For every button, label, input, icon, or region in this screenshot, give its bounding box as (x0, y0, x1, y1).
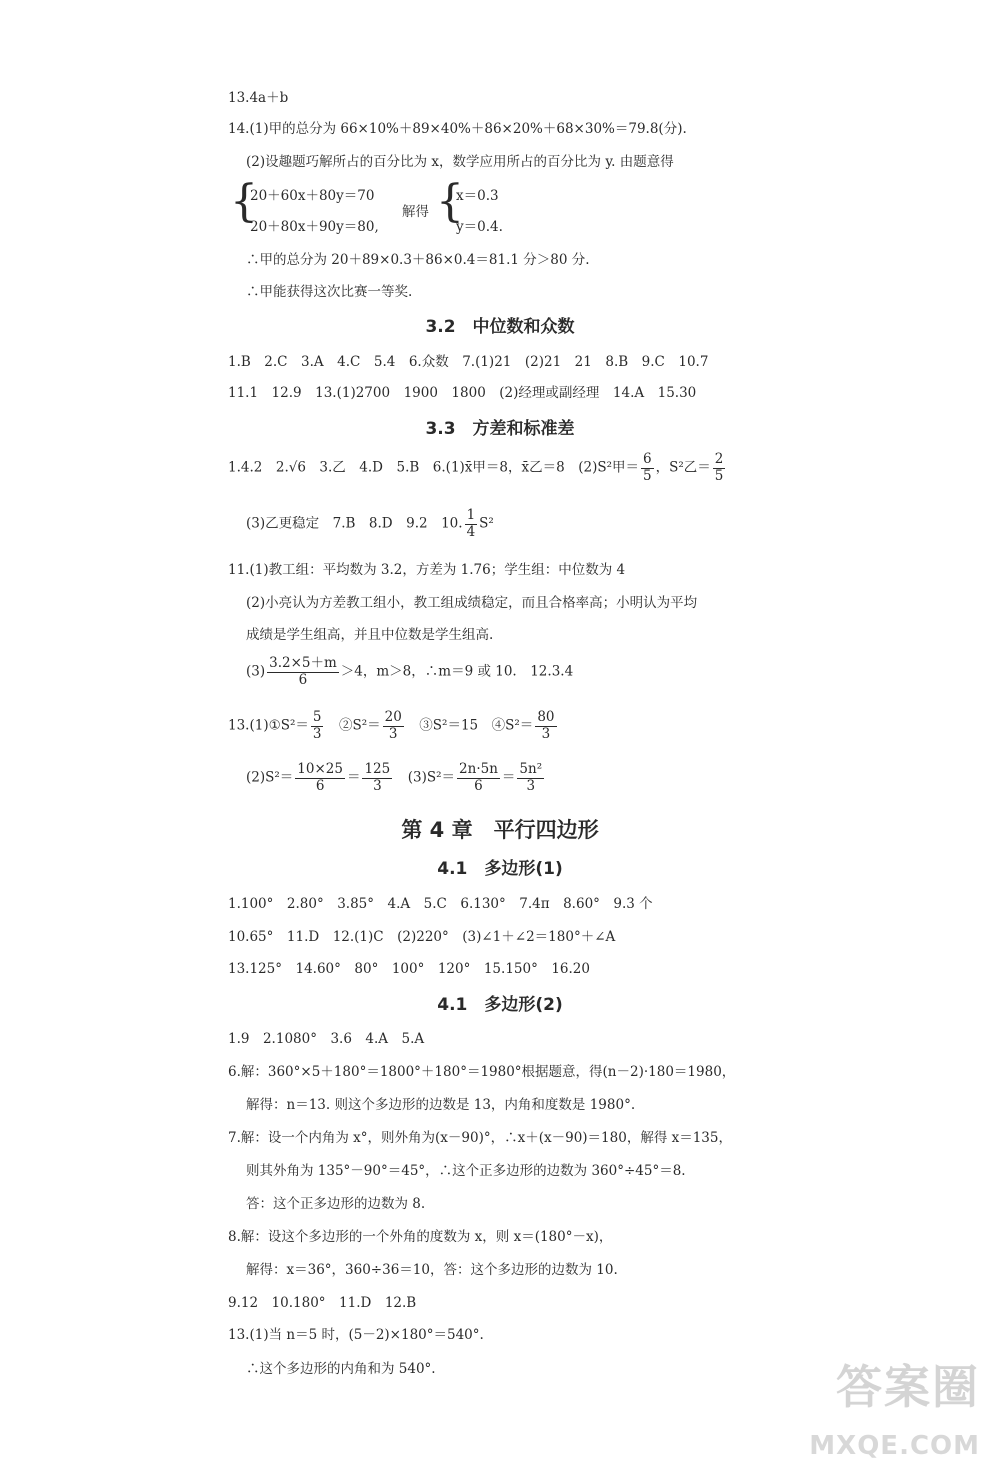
sec33-row-1 (228, 452, 727, 484)
sec33-row-6-text-a: (3) (246, 663, 266, 680)
fraction-numerator: 10×25 (297, 761, 343, 777)
sec33-row-7-text-b: ②S²＝ (325, 717, 381, 734)
section-title-4-1-part-1: 4.1 多边形(1) (437, 859, 563, 879)
fraction-numerator: 80 (537, 709, 555, 725)
fraction-80-3 (535, 710, 556, 742)
sec41a-row-2: 10.65° 11.D 12.(1)C (2)220° (3)∠1＋∠2＝180°＋∠A (228, 929, 616, 945)
fraction-2n5n-6 (457, 762, 500, 794)
answer-line-14-4: ∴甲能获得这次比赛一等奖. (246, 284, 413, 300)
fraction-125-3 (362, 762, 392, 794)
sec41b-row-6: 答：这个正多边形的边数为 8. (246, 1196, 426, 1212)
sec33-row-8-text-d: ＝ (501, 769, 516, 786)
sec41b-row-7: 8.解：设这个多边形的一个外角的度数为 x，则 x＝(180°－x)， (228, 1229, 613, 1245)
sec41b-row-1: 1.9 2.1080° 3.6 4.A 5.A (228, 1031, 425, 1047)
sec41b-row-3: 解得：n＝13. 则这个多边形的边数是 13，内角和度数是 1980°. (246, 1097, 636, 1113)
fraction-numerator: 2n·5n (459, 761, 498, 777)
fraction-numerator: 20 (384, 709, 402, 725)
sec33-row-2 (246, 508, 494, 540)
sec33-row-7-text-a: 13.(1)①S²＝ (228, 717, 309, 734)
fraction-numerator: 3.2×5＋m (269, 655, 337, 671)
fraction-6-5 (641, 452, 654, 484)
fraction-denominator: 3 (388, 725, 398, 742)
section-title-3-2: 3.2 中位数和众数 (425, 317, 575, 337)
system-equation-2: 20＋80x＋90y＝80, (250, 219, 379, 235)
sec33-row-7 (228, 710, 559, 742)
fraction-numerator: 125 (364, 761, 391, 777)
sec33-row-6-text-b: ＞4，m＞8，∴m＝9 或 10. 12.3.4 (340, 663, 574, 680)
sec41b-row-8: 解得：x＝36°，360÷36＝10，答：这个多边形的边数为 10. (246, 1262, 618, 1278)
fraction-numerator: 5 (312, 709, 322, 725)
sec33-row-6 (246, 656, 573, 688)
answer-line-14-1: 14.(1)甲的总分为 66×10%＋89×40%＋86×20%＋68×30%＝79.8(分). (228, 121, 687, 137)
fraction-5-3 (311, 710, 324, 742)
fraction-denominator: 6 (315, 777, 325, 794)
system-result-2: y＝0.4. (456, 219, 503, 235)
fraction-1-4 (465, 508, 478, 540)
sec33-row-2-text-a: (3)乙更稳定 7.B 8.D 9.2 10. (246, 515, 463, 532)
section-title-3-3: 3.3 方差和标准差 (425, 419, 575, 439)
fraction-numerator: 5n² (519, 761, 543, 777)
fraction-denominator: 5 (643, 467, 652, 484)
sec41b-row-4: 7.解：设一个内角为 x°，则外角为(x－90)°，∴x＋(x－90)＝180，解得 x＝135， (228, 1130, 732, 1146)
sec33-row-8-text-a: (2)S²＝ (246, 769, 294, 786)
sec33-row-7-text-c: ③S²＝15 ④S²＝ (405, 717, 534, 734)
watermark-logo (790, 1351, 980, 1461)
fraction-denominator: 3 (541, 725, 551, 742)
fraction-denominator: 4 (466, 523, 476, 540)
sec33-row-1-text-a: 1.4.2 2.√6 3.乙 4.D 5.B 6.(1)x̄甲＝8，x̄乙＝8 (2)S²甲＝ (228, 459, 639, 476)
fraction-5n2-3 (517, 762, 544, 794)
sec33-row-5: 成绩是学生组高，并且中位数是学生组高. (246, 627, 494, 643)
answer-line-14-2: (2)设趣题巧解所占的百分比为 x，数学应用所占的百分比为 y. 由题意得 (246, 154, 674, 170)
sec33-row-2-text-b: S² (479, 515, 494, 532)
left-brace: { (230, 176, 258, 227)
chapter-title-4: 第 4 章 平行四边形 (401, 818, 599, 842)
sec41b-row-5: 则其外角为 135°－90°＝45°，∴这个正多边形的边数为 360°÷45°＝8. (246, 1163, 686, 1179)
sec33-row-8-text-c: (3)S²＝ (394, 769, 456, 786)
fraction-20-3 (383, 710, 404, 742)
system-result-1: x＝0.3 (456, 188, 499, 204)
watermark-url: MXQE.COM (809, 1431, 980, 1461)
fraction-denominator: 6 (298, 671, 308, 688)
sec41a-row-3: 13.125° 14.60° 80° 100° 120° 15.150° 16.20 (228, 961, 590, 977)
sec33-row-8-text-b: ＝ (346, 769, 361, 786)
sec41b-row-10: 13.(1)当 n＝5 时，(5－2)×180°＝540°. (228, 1327, 484, 1343)
fraction-denominator: 5 (714, 467, 724, 484)
sec32-row-1: 1.B 2.C 3.A 4.C 5.4 6.众数 7.(1)21 (2)21 21 8.B 9.C 10.7 (228, 354, 709, 370)
fraction-numerator: 6 (643, 451, 652, 467)
fraction-denominator: 6 (474, 777, 483, 794)
sec41b-row-2: 6.解：360°×5＋180°＝1800°＋180°＝1980°根据题意，得(n－2)·180＝1980， (228, 1064, 736, 1080)
system-equation-1: 20＋60x＋80y＝70 (250, 188, 375, 204)
sec33-row-4: (2)小亮认为方差教工组小，教工组成绩稳定，而且合格率高；小明认为平均 (246, 595, 698, 611)
sec41a-row-1: 1.100° 2.80° 3.85° 4.A 5.C 6.130° 7.4π 8.60° 9.3 个 (228, 896, 653, 912)
fraction-10x25-6 (295, 762, 345, 794)
fraction-denominator: 3 (312, 725, 322, 742)
section-title-4-1-part-2: 4.1 多边形(2) (437, 995, 563, 1015)
sec32-row-2: 11.1 12.9 13.(1)2700 1900 1800 (2)经理或副经理 14.A 15.30 (228, 385, 697, 401)
fraction-denominator: 3 (373, 777, 382, 794)
sec33-row-8 (246, 762, 546, 794)
sec41b-row-11: ∴这个多边形的内角和为 540°. (246, 1361, 436, 1377)
sec33-row-3: 11.(1)教工组：平均数为 3.2，方差为 1.76；学生组：中位数为 4 (228, 562, 626, 578)
watermark-text: 答案圈 (836, 1360, 980, 1414)
right-brace: { (436, 176, 464, 227)
fraction-expression (267, 656, 339, 688)
fraction-denominator: 3 (526, 777, 536, 794)
fraction-2-5 (713, 452, 726, 484)
sec33-row-1-text-b: ，S²乙＝ (655, 459, 711, 476)
answer-line-13: 13.4a＋b (228, 90, 289, 106)
solve-label: 解得 (402, 204, 429, 220)
sec41b-row-9: 9.12 10.180° 11.D 12.B (228, 1295, 417, 1311)
fraction-numerator: 1 (466, 507, 476, 523)
answer-line-14-3: ∴甲的总分为 20＋89×0.3＋86×0.4＝81.1 分＞80 分. (246, 252, 590, 268)
fraction-numerator: 2 (714, 451, 724, 467)
